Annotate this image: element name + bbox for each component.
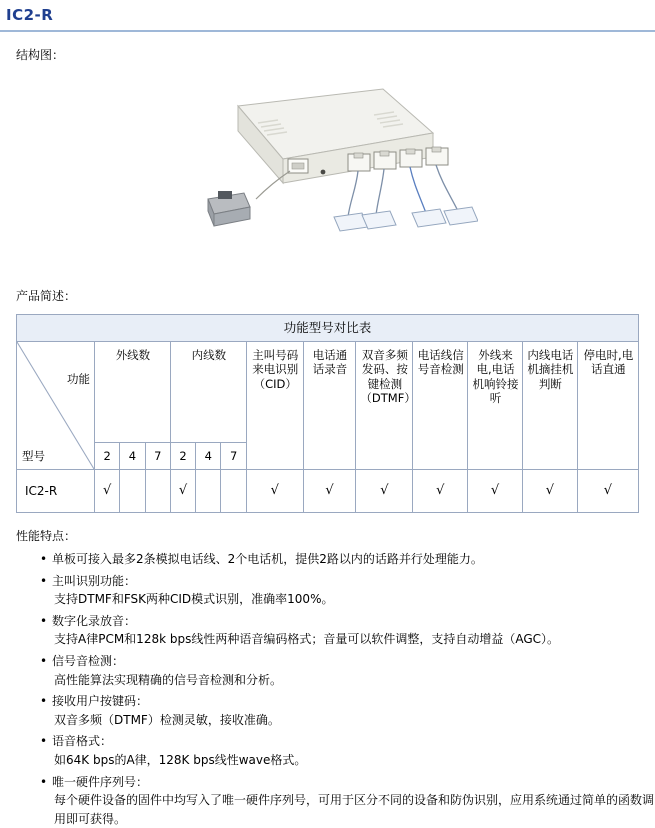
feature-title: 主叫识别功能： <box>52 573 137 588</box>
bullet-icon: • <box>40 774 48 789</box>
feature-title: 语音格式： <box>52 734 113 749</box>
function-model-comparison-table <box>16 314 639 513</box>
col-header-power-fail: 停电时,电话直通 <box>577 342 638 470</box>
col-sub-outside-4: 4 <box>120 443 145 470</box>
bullet-icon: • <box>40 552 48 566</box>
list-item <box>40 612 655 649</box>
col-header-inside-lines: 内线数 <box>170 342 246 443</box>
device-photo <box>178 71 478 271</box>
feature-detail: 高性能算法实现精确的信号音检测和分析。 <box>54 672 283 687</box>
list-item <box>40 732 655 769</box>
col-sub-inside-4: 4 <box>196 443 221 470</box>
cell-recording: √ <box>303 470 356 513</box>
list-item <box>40 550 655 569</box>
cell-outside-2: √ <box>95 470 120 513</box>
bullet-icon: • <box>40 573 48 588</box>
feature-detail: 双音多频（DTMF）检测灵敏，接收准确。 <box>54 712 280 727</box>
cell-inside-4 <box>196 470 221 513</box>
corner-label-model: 型号 <box>22 448 45 463</box>
table-row <box>17 470 639 513</box>
col-sub-outside-2: 2 <box>95 443 120 470</box>
cell-cid: √ <box>246 470 303 513</box>
col-header-outside-lines: 外线数 <box>95 342 171 443</box>
feature-title: 数字化录放音： <box>52 613 137 628</box>
features-list <box>0 550 655 828</box>
bullet-icon: • <box>40 694 48 709</box>
feature-title: 唯一硬件序列号： <box>52 774 149 789</box>
list-item <box>40 773 655 828</box>
cell-ring-answer: √ <box>468 470 523 513</box>
list-item <box>40 692 655 729</box>
col-header-dtmf: 双音多频发码、按键检测（DTMF） <box>356 342 413 470</box>
bullet-icon: • <box>40 734 48 749</box>
col-header-signal-tone: 电话线信号音检测 <box>413 342 468 470</box>
cell-outside-7 <box>145 470 170 513</box>
feature-title: 单板可接入最多2条模拟电话线、2个电话机，提供2路以内的话路并行处理能力。 <box>52 552 483 566</box>
list-item <box>40 652 655 689</box>
cell-dtmf: √ <box>356 470 413 513</box>
cell-power-fail: √ <box>577 470 638 513</box>
cell-signal-tone: √ <box>413 470 468 513</box>
feature-detail: 支持DTMF和FSK两种CID模式识别，准确率100%。 <box>54 592 334 607</box>
list-item <box>40 572 655 609</box>
page-title: IC2-R <box>0 0 655 32</box>
col-sub-inside-2: 2 <box>170 443 195 470</box>
features-label: 性能特点： <box>16 529 77 543</box>
feature-detail: 每个硬件设备的固件中均写入了唯一硬件序列号，可用于区分不同的设备和防伪识别，应用系统通过简单的函数调用即可获得。 <box>54 793 655 826</box>
cell-inside-2: √ <box>170 470 195 513</box>
bullet-icon: • <box>40 653 48 668</box>
col-header-cid: 主叫号码来电识别（CID） <box>246 342 303 470</box>
bullet-icon: • <box>40 613 48 628</box>
cell-outside-4 <box>120 470 145 513</box>
product-brief-label: 产品简述： <box>16 289 77 303</box>
row-model-name: IC2-R <box>17 470 95 513</box>
structure-diagram-label: 结构图： <box>16 48 65 62</box>
cell-inside-7 <box>221 470 246 513</box>
col-header-recording: 电话通话录音 <box>303 342 356 470</box>
col-sub-inside-7: 7 <box>221 443 246 470</box>
col-header-ring-answer: 外线来电,电话机响铃接听 <box>468 342 523 470</box>
cell-hook-detect: √ <box>522 470 577 513</box>
feature-title: 接收用户按键码： <box>52 694 149 709</box>
device-photo-container <box>0 63 655 273</box>
feature-detail: 支持A律PCM和128k bps线性两种语音编码格式；音量可以软件调整，支持自动增益（AGC）。 <box>54 632 560 647</box>
table-title: 功能型号对比表 <box>17 315 639 342</box>
comparison-table-block <box>16 314 639 513</box>
col-header-hook-detect: 内线电话机摘挂机判断 <box>522 342 577 470</box>
col-sub-outside-7: 7 <box>145 443 170 470</box>
feature-detail: 如64K bps的A律，128K bps线性wave格式。 <box>54 752 307 767</box>
corner-label-function: 功能 <box>67 372 90 386</box>
feature-title: 信号音检测： <box>52 653 125 668</box>
table-corner-header <box>17 342 95 470</box>
